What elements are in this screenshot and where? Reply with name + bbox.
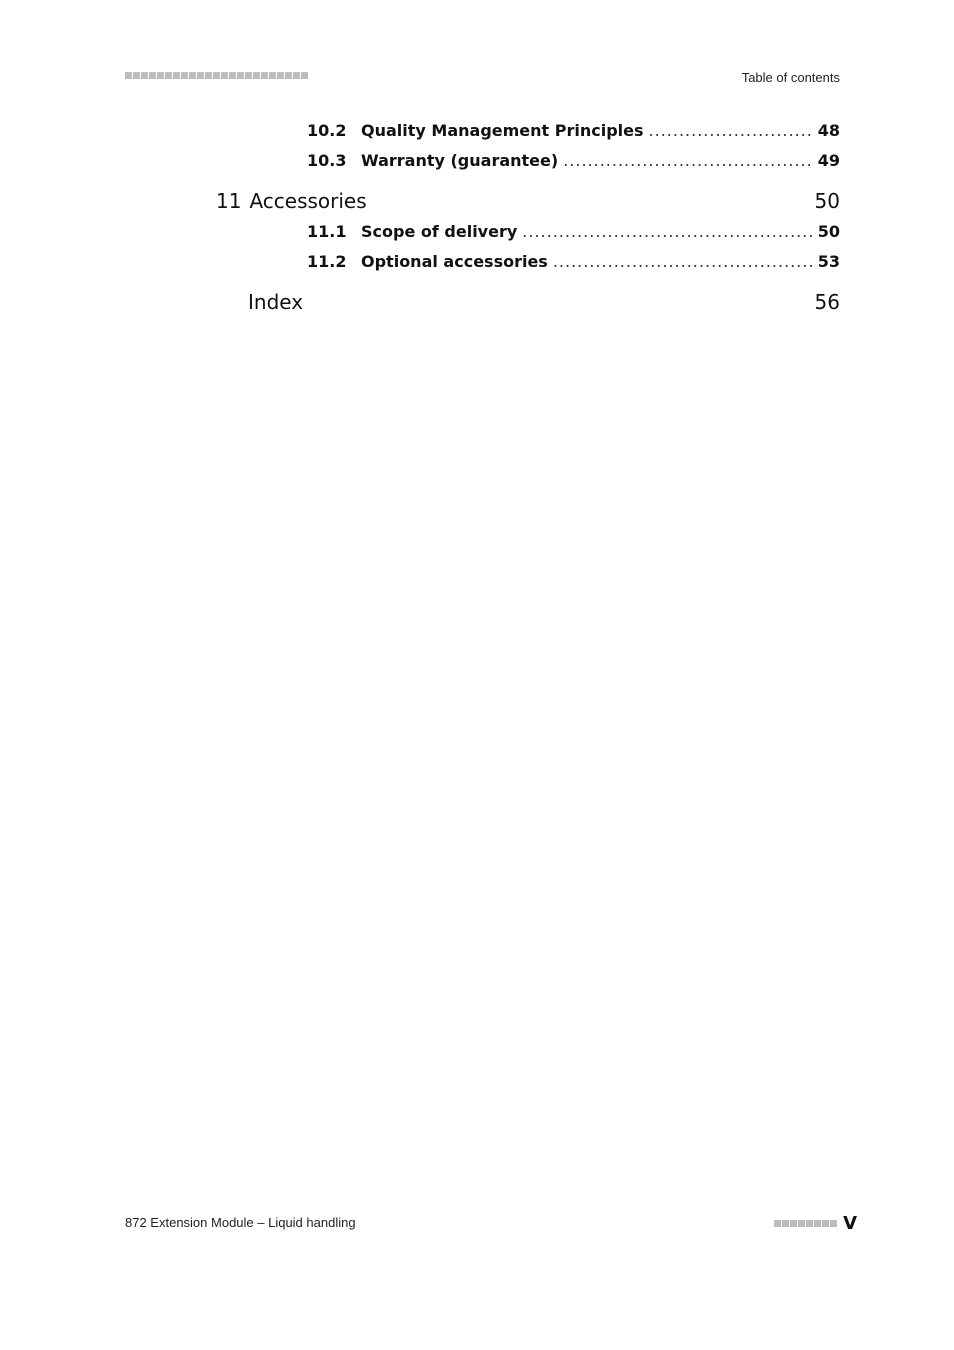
dot-leader xyxy=(553,252,813,271)
square xyxy=(277,72,284,79)
footer-document-title: 872 Extension Module – Liquid handling xyxy=(125,1215,356,1230)
square xyxy=(798,1220,805,1227)
toc-entry-number: 11.2 xyxy=(307,252,347,271)
footer-page-indicator xyxy=(774,1213,857,1234)
toc-entry-11-1[interactable] xyxy=(307,222,840,241)
square xyxy=(189,72,196,79)
dot-leader xyxy=(649,121,813,140)
toc-chapter-11[interactable] xyxy=(216,189,840,213)
toc-entry-10-3[interactable] xyxy=(307,151,840,170)
square xyxy=(293,72,300,79)
footer-decorative-squares xyxy=(774,1220,837,1227)
toc-entry-10-2[interactable] xyxy=(307,121,840,140)
header-section-title: Table of contents xyxy=(741,70,840,85)
toc-entry-number: 10.3 xyxy=(307,151,347,170)
toc-chapter-index[interactable] xyxy=(248,290,840,314)
square xyxy=(253,72,260,79)
toc-entry-number: 10.2 xyxy=(307,121,347,140)
square xyxy=(173,72,180,79)
header-decorative-squares xyxy=(125,72,308,79)
square xyxy=(237,72,244,79)
toc-entry-title: Optional accessories xyxy=(361,252,548,271)
toc-entry-number: 11.1 xyxy=(307,222,347,241)
square xyxy=(157,72,164,79)
square xyxy=(197,72,204,79)
square xyxy=(149,72,156,79)
toc-chapter-page: 56 xyxy=(814,290,840,314)
toc-chapter-page: 50 xyxy=(814,189,840,213)
square xyxy=(141,72,148,79)
square xyxy=(814,1220,821,1227)
square xyxy=(822,1220,829,1227)
toc-entry-title: Scope of delivery xyxy=(361,222,518,241)
page-number: V xyxy=(843,1213,857,1234)
toc-entry-page: 50 xyxy=(817,222,840,241)
square xyxy=(165,72,172,79)
dot-leader xyxy=(563,151,813,170)
square xyxy=(221,72,228,79)
toc-entry-page: 48 xyxy=(817,121,840,140)
toc-entry-title: Quality Management Principles xyxy=(361,121,644,140)
toc-entry-11-2[interactable] xyxy=(307,252,840,271)
square xyxy=(261,72,268,79)
square xyxy=(269,72,276,79)
square xyxy=(806,1220,813,1227)
square xyxy=(301,72,308,79)
square xyxy=(213,72,220,79)
square xyxy=(125,72,132,79)
square xyxy=(205,72,212,79)
square xyxy=(229,72,236,79)
square xyxy=(285,72,292,79)
toc-chapter-title: Index xyxy=(248,290,304,314)
toc-entry-title: Warranty (guarantee) xyxy=(361,151,559,170)
square xyxy=(774,1220,781,1227)
square xyxy=(782,1220,789,1227)
square xyxy=(790,1220,797,1227)
square xyxy=(245,72,252,79)
square xyxy=(181,72,188,79)
toc-chapter-title: Accessories xyxy=(249,189,367,213)
square xyxy=(830,1220,837,1227)
toc-chapter-number: 11 xyxy=(216,189,242,213)
square xyxy=(133,72,140,79)
toc-entry-page: 53 xyxy=(817,252,840,271)
dot-leader xyxy=(522,222,812,241)
toc-entry-page: 49 xyxy=(817,151,840,170)
